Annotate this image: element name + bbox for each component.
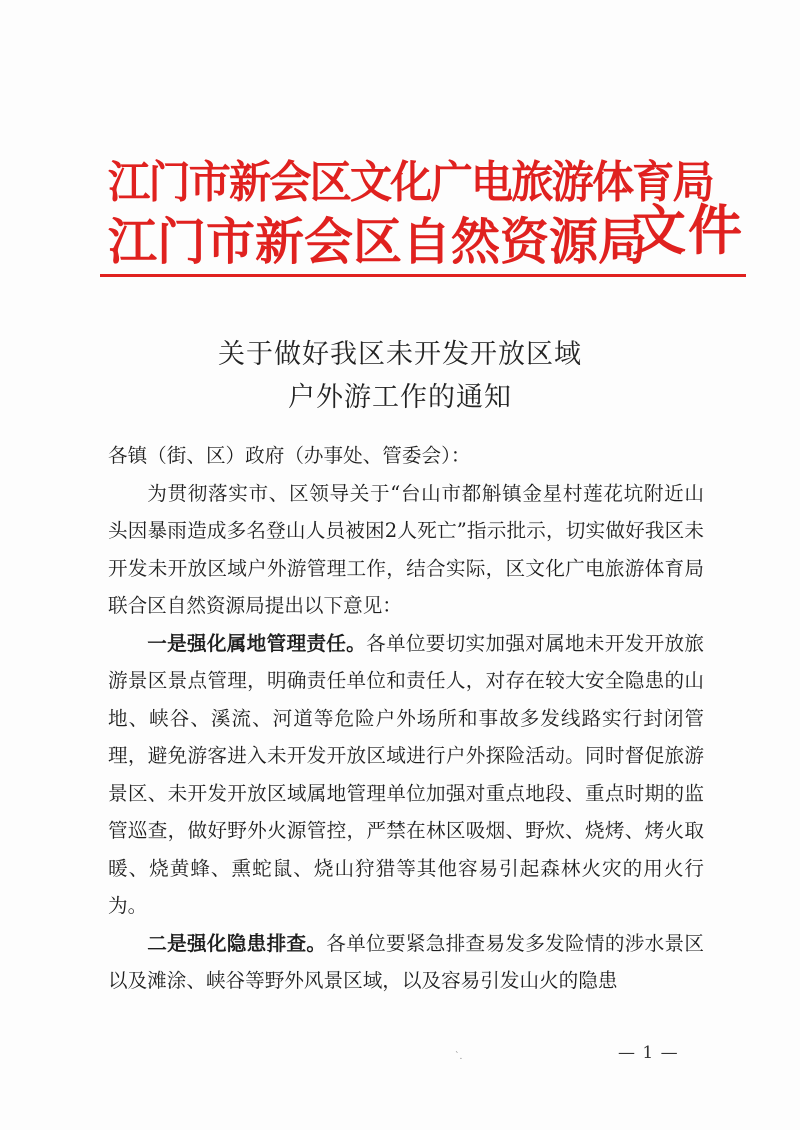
issuer-natural-resources-bureau: 江门市新会区自然资源局 — [108, 213, 647, 271]
page-number: — 1 — — [618, 1043, 679, 1063]
document-body — [108, 437, 704, 1000]
red-divider-line — [100, 274, 746, 277]
point-1-text: 各单位要切实加强对属地未开发开放旅游景区景点管理，明确责任单位和责任人，对存在较大安全隐患的山地、峡谷、溪流、河道等危险户外场所和事故多发线路实行封闭管理，避免游客进入未开发开放区域进行户外探险活动。同时督促旅游景区、未开发开放区域属地管理单位加强对重点地段、重点时期的监管巡查，做好野外火源管控，严禁在林区吸烟、野炊、烧烤、烤火取暖、烧黄蜂、熏蛇鼠、烧山狩猎等其他容易引起森林火灾的用火行为。 — [108, 631, 705, 917]
point-1-paragraph — [108, 625, 704, 925]
document-title-line-1: 关于做好我区未开发开放区域 — [218, 339, 582, 370]
intro-paragraph: 为贯彻落实市、区领导关于“台山市都斛镇金星村莲花坑附近山头因暴雨造成多名登山人员被困2人死亡”指示批示，切实做好我区未开发未开放区域户外游管理工作，结合实际，区文化广电旅游体育局联合区自然资源局提出以下意见： — [108, 481, 704, 617]
document-label: 文件 — [632, 199, 744, 262]
point-2-paragraph — [108, 925, 704, 1000]
scan-mark: `. — [455, 1052, 463, 1062]
document-title-line-2: 户外游工作的通知 — [288, 382, 512, 413]
point-2-text: 各单位要紧急排查易发多发险情的涉水景区以及滩涂、峡谷等野外风景区域，以及容易引发山火的隐患 — [108, 931, 705, 992]
point-2-heading: 二是强化隐患排查。 — [147, 931, 327, 955]
document-header — [108, 140, 748, 280]
issuer-culture-bureau: 江门市新会区文化广电旅游体育局 — [108, 157, 713, 208]
salutation: 各镇（街、区）政府（办事处、管委会）： — [108, 444, 471, 467]
point-1-heading: 一是强化属地管理责任。 — [147, 631, 367, 655]
